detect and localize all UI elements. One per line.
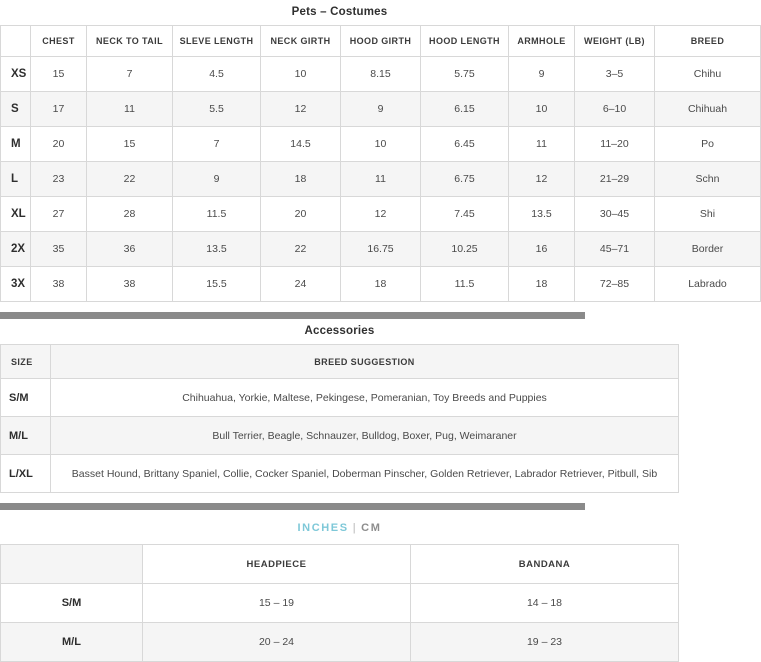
costumes-size: XL: [1, 197, 31, 232]
table-row: [1, 197, 761, 232]
bottom-header-row: [1, 545, 679, 584]
costumes-table: [0, 25, 761, 302]
costumes-size: 2X: [1, 232, 31, 267]
costumes-breed: Chihu: [655, 57, 761, 92]
table-row: [1, 623, 679, 662]
units-inches-option[interactable]: INCHES: [297, 522, 349, 534]
bottom-header-bandana: BANDANA: [411, 545, 679, 584]
costumes-neck-girth: 14.5: [261, 127, 341, 162]
costumes-hood-length: 10.25: [421, 232, 509, 267]
costumes-chest: 15: [31, 57, 87, 92]
costumes-header-hood-girth: HOOD GIRTH: [341, 26, 421, 57]
costumes-breed: Schn: [655, 162, 761, 197]
costumes-sleve-length: 13.5: [173, 232, 261, 267]
costumes-neck-to-tail: 22: [87, 162, 173, 197]
accessories-breed: Chihuahua, Yorkie, Maltese, Pekingese, Pomeranian, Toy Breeds and Puppies: [51, 379, 679, 417]
costumes-header-neck-to-tail: NECK TO TAIL: [87, 26, 173, 57]
costumes-weight: 6–10: [575, 92, 655, 127]
costumes-hood-girth: 9: [341, 92, 421, 127]
costumes-sleve-length: 7: [173, 127, 261, 162]
table-row: [1, 92, 761, 127]
costumes-chest: 23: [31, 162, 87, 197]
costumes-hood-girth: 10: [341, 127, 421, 162]
costumes-neck-to-tail: 15: [87, 127, 173, 162]
table-row: [1, 232, 761, 267]
table-row: [1, 267, 761, 302]
costumes-sleve-length: 15.5: [173, 267, 261, 302]
costumes-sleve-length: 9: [173, 162, 261, 197]
costumes-armhole: 10: [509, 92, 575, 127]
costumes-neck-to-tail: 28: [87, 197, 173, 232]
section-divider-bottom: [0, 503, 585, 510]
section-divider-top: [0, 312, 585, 319]
accessories-header-breed: BREED SUGGESTION: [51, 345, 679, 379]
accessories-title: Accessories: [304, 325, 375, 337]
costumes-weight: 21–29: [575, 162, 655, 197]
costumes-weight: 45–71: [575, 232, 655, 267]
costumes-armhole: 11: [509, 127, 575, 162]
bottom-header-blank: [1, 545, 143, 584]
accessories-header-size: SIZE: [1, 345, 51, 379]
costumes-breed: Chihuah: [655, 92, 761, 127]
costumes-hood-girth: 12: [341, 197, 421, 232]
units-toggle[interactable]: [0, 510, 679, 544]
costumes-hood-girth: 18: [341, 267, 421, 302]
costumes-breed: Po: [655, 127, 761, 162]
costumes-title: Pets – Costumes: [291, 6, 388, 18]
bottom-bandana: 14 – 18: [411, 584, 679, 623]
costumes-neck-to-tail: 7: [87, 57, 173, 92]
costumes-header-weight: WEIGHT (LB): [575, 26, 655, 57]
costumes-neck-to-tail: 11: [87, 92, 173, 127]
costumes-size: 3X: [1, 267, 31, 302]
costumes-hood-length: 6.75: [421, 162, 509, 197]
table-row: [1, 379, 679, 417]
costumes-weight: 11–20: [575, 127, 655, 162]
units-cm-option[interactable]: CM: [361, 522, 382, 534]
costumes-neck-girth: 20: [261, 197, 341, 232]
costumes-breed: Border: [655, 232, 761, 267]
bottom-headpiece: 20 – 24: [143, 623, 411, 662]
costumes-neck-to-tail: 38: [87, 267, 173, 302]
accessories-size: S/M: [1, 379, 51, 417]
costumes-armhole: 9: [509, 57, 575, 92]
costumes-breed: Shi: [655, 197, 761, 232]
costumes-armhole: 16: [509, 232, 575, 267]
costumes-header-sleve-length: SLEVE LENGTH: [173, 26, 261, 57]
bottom-size: M/L: [1, 623, 143, 662]
costumes-weight: 3–5: [575, 57, 655, 92]
costumes-neck-girth: 18: [261, 162, 341, 197]
costumes-weight: 72–85: [575, 267, 655, 302]
costumes-chest: 27: [31, 197, 87, 232]
costumes-chest: 35: [31, 232, 87, 267]
costumes-hood-length: 7.45: [421, 197, 509, 232]
accessories-size: M/L: [1, 417, 51, 455]
table-row: [1, 57, 761, 92]
accessories-table: [0, 344, 679, 493]
bottom-bandana: 19 – 23: [411, 623, 679, 662]
costumes-armhole: 18: [509, 267, 575, 302]
costumes-header-neck-girth: NECK GIRTH: [261, 26, 341, 57]
table-row: [1, 162, 761, 197]
accessories-breed: Basset Hound, Brittany Spaniel, Collie, Cocker Spaniel, Doberman Pinscher, Golden Retriever, Labrador Retriever, Pitbull, Sib: [51, 455, 679, 493]
costumes-sleve-length: 4.5: [173, 57, 261, 92]
costumes-header-hood-length: HOOD LENGTH: [421, 26, 509, 57]
costumes-header-armhole: ARMHOLE: [509, 26, 575, 57]
costumes-hood-girth: 8.15: [341, 57, 421, 92]
costumes-neck-girth: 24: [261, 267, 341, 302]
costumes-hood-length: 6.15: [421, 92, 509, 127]
costumes-size: L: [1, 162, 31, 197]
costumes-table-wrapper: [0, 25, 728, 302]
costumes-header-blank: [1, 26, 31, 57]
costumes-hood-length: 6.45: [421, 127, 509, 162]
table-row: [1, 455, 679, 493]
bottom-size: S/M: [1, 584, 143, 623]
costumes-hood-girth: 11: [341, 162, 421, 197]
bottom-headpiece: 15 – 19: [143, 584, 411, 623]
costumes-hood-length: 5.75: [421, 57, 509, 92]
costumes-size: XS: [1, 57, 31, 92]
costumes-neck-girth: 22: [261, 232, 341, 267]
costumes-header-chest: CHEST: [31, 26, 87, 57]
costumes-sleve-length: 11.5: [173, 197, 261, 232]
costumes-breed: Labrado: [655, 267, 761, 302]
costumes-armhole: 13.5: [509, 197, 575, 232]
units-separator: |: [352, 522, 358, 534]
costumes-sleve-length: 5.5: [173, 92, 261, 127]
costumes-hood-length: 11.5: [421, 267, 509, 302]
accessories-size: L/XL: [1, 455, 51, 493]
costumes-chest: 20: [31, 127, 87, 162]
costumes-header-breed: BREED: [655, 26, 761, 57]
costumes-neck-to-tail: 36: [87, 232, 173, 267]
costumes-weight: 30–45: [575, 197, 655, 232]
costumes-size: M: [1, 127, 31, 162]
table-row: [1, 127, 761, 162]
costumes-header-row: [1, 26, 761, 57]
accessories-header-row: [1, 345, 679, 379]
table-row: [1, 417, 679, 455]
costumes-armhole: 12: [509, 162, 575, 197]
costumes-chest: 38: [31, 267, 87, 302]
costumes-size: S: [1, 92, 31, 127]
headpiece-bandana-table: [0, 544, 679, 662]
costumes-chest: 17: [31, 92, 87, 127]
costumes-neck-girth: 12: [261, 92, 341, 127]
costumes-neck-girth: 10: [261, 57, 341, 92]
bottom-header-headpiece: HEADPIECE: [143, 545, 411, 584]
table-row: [1, 584, 679, 623]
accessories-breed: Bull Terrier, Beagle, Schnauzer, Bulldog, Boxer, Pug, Weimaraner: [51, 417, 679, 455]
costumes-hood-girth: 16.75: [341, 232, 421, 267]
